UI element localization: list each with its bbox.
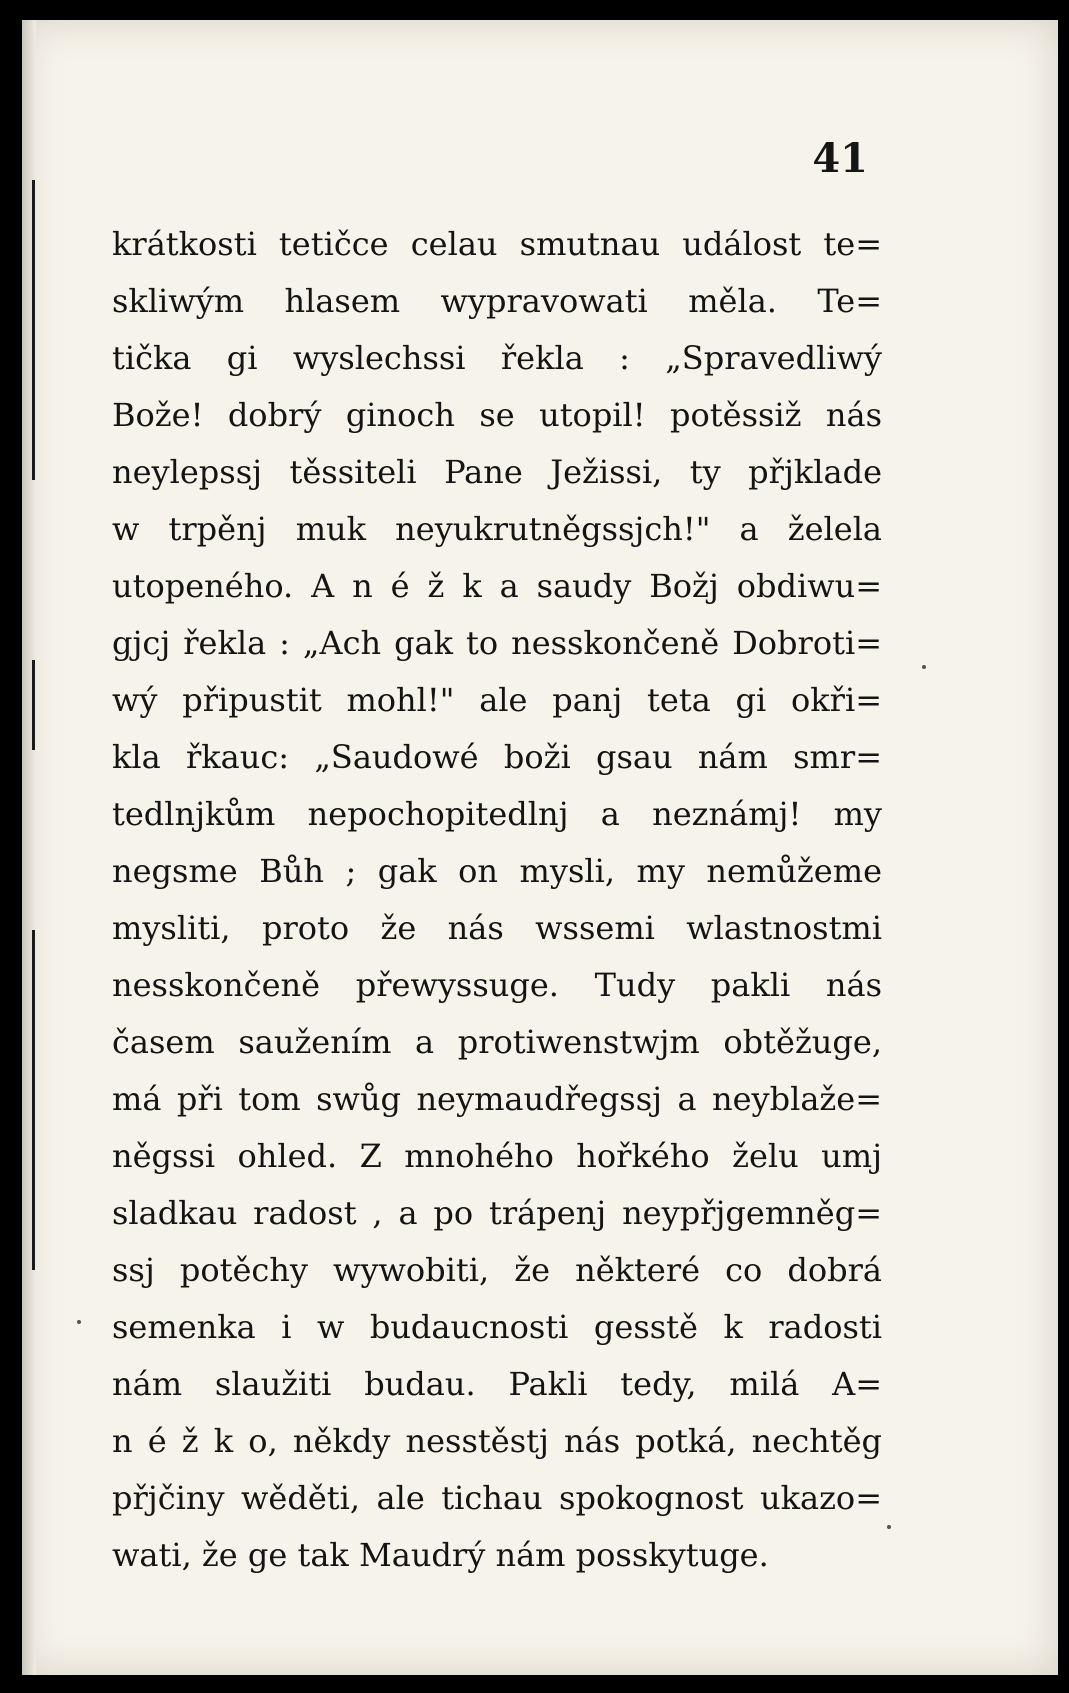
text-line: wati, že ge tak Maudrý nám posskytuge. xyxy=(112,1536,769,1574)
text-line: kla řkauc: „Saudowé boži gsau nám smr= xyxy=(112,738,882,776)
page-number: 41 xyxy=(812,135,868,182)
text-line: semenka i w budaucnosti gesstě k radosti xyxy=(112,1308,882,1346)
text-line: Bože! dobrý ginoch se utopil! potěssiž nás xyxy=(112,396,882,434)
text-line: má při tom swůg neymaudřegssj a neyblaže= xyxy=(112,1080,882,1118)
text-line: tedlnjkům nepochopitedlnj a neznámj! my xyxy=(112,795,882,833)
gutter-shadow xyxy=(32,660,35,750)
text-line: negsme Bůh ; gak on mysli, my nemůžeme xyxy=(112,852,882,890)
text-line: neylepssj těssiteli Pane Ježissi, ty přjklade xyxy=(112,453,882,491)
text-line: přjčiny wěděti, ale tichau spokognost ukazo= xyxy=(112,1479,882,1517)
text-line: mysliti, proto že nás wssemi wlastnostmi xyxy=(112,909,882,947)
text-line: gjcj řekla : „Ach gak to nesskončeně Dobroti= xyxy=(112,624,882,662)
text-line: něgssi ohled. Z mnohého hořkého želu umj xyxy=(112,1137,882,1175)
text-line: n é ž k o, někdy nesstěstj nás potká, nechtěg xyxy=(112,1422,882,1460)
text-line: krátkosti tetičce celau smutnau událost te= xyxy=(112,225,882,263)
book-page xyxy=(22,20,1058,1675)
text-line: utopeného. A n é ž k a saudy Božj obdiwu= xyxy=(112,567,882,605)
gutter-shadow xyxy=(32,180,35,480)
text-line: časem saužením a protiwenstwjm obtěžuge, xyxy=(112,1023,882,1061)
text-line: nám slaužiti budau. Pakli tedy, milá A= xyxy=(112,1365,882,1403)
paper-speck xyxy=(887,1525,891,1529)
paper-speck xyxy=(922,665,926,669)
gutter-shadow xyxy=(32,930,35,1270)
text-line: ssj potěchy wywobiti, že některé co dobrá xyxy=(112,1251,882,1289)
text-line: nesskončeně přewyssuge. Tudy pakli nás xyxy=(112,966,882,1004)
text-line: tička gi wyslechssi řekla : „Spravedliwý xyxy=(112,339,882,377)
paper-speck xyxy=(77,1320,81,1324)
body-text xyxy=(112,216,882,1584)
text-line: w trpěnj muk neyukrutněgssjch!" a želela xyxy=(112,510,882,548)
text-line: skliwým hlasem wypravowati měla. Te= xyxy=(112,282,882,320)
text-line: wý připustit mohl!" ale panj teta gi okři= xyxy=(112,681,882,719)
text-line: sladkau radost , a po trápenj neypřjgemněg= xyxy=(112,1194,882,1232)
